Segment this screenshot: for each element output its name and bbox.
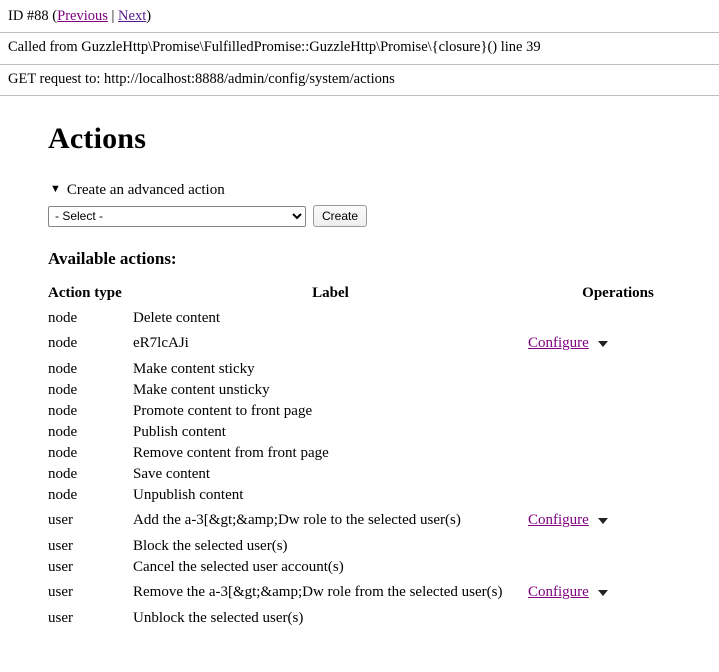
cell-action-label: Delete content xyxy=(133,310,221,327)
page-title: Actions xyxy=(48,122,147,156)
chevron-down-icon[interactable] xyxy=(598,341,608,347)
table-row xyxy=(48,359,708,380)
debug-called-from: Called from GuzzleHttp\Promise\FulfilledPromise::GuzzleHttp\Promise\{closure}() line 39 xyxy=(0,33,719,64)
cell-action-label: Remove the a-3[&gt;&amp;Dw role from the selected user(s) xyxy=(133,584,503,601)
cell-operations xyxy=(528,308,708,329)
table-row xyxy=(48,485,708,506)
cell-action-label: eR7lcAJi xyxy=(133,335,189,352)
advanced-action-summary-label: Create an advanced action xyxy=(66,182,225,199)
operations-group xyxy=(528,512,708,529)
cell-action-type: user xyxy=(48,512,73,529)
cell-operations xyxy=(528,557,708,578)
operations-group xyxy=(528,335,708,352)
table-row xyxy=(48,443,708,464)
cell-action-label: Save content xyxy=(133,466,211,483)
available-actions-heading: Available actions: xyxy=(48,249,177,269)
debug-request-line: GET request to: http://localhost:8888/admin/config/system/actions xyxy=(0,65,719,96)
column-header-operations: Operations xyxy=(582,285,654,302)
column-header-action-type: Action type xyxy=(48,285,122,302)
cell-action-type: node xyxy=(48,487,78,504)
table-row xyxy=(48,557,708,578)
cell-operations xyxy=(528,329,708,359)
table-row xyxy=(48,329,708,359)
cell-action-label: Cancel the selected user account(s) xyxy=(133,559,344,576)
cell-operations xyxy=(528,422,708,443)
cell-operations xyxy=(528,536,708,557)
cell-action-label: Make content unsticky xyxy=(133,382,270,399)
cell-operations xyxy=(528,359,708,380)
cell-action-type: user xyxy=(48,559,73,576)
cell-operations xyxy=(528,578,708,608)
table-header-row xyxy=(48,285,708,308)
debug-id-prefix: ID #88 ( xyxy=(8,8,58,24)
table-row xyxy=(48,308,708,329)
chevron-down-icon[interactable] xyxy=(598,518,608,524)
previous-link[interactable]: Previous xyxy=(57,8,108,24)
create-button[interactable]: Create xyxy=(313,205,367,227)
cell-action-type: node xyxy=(48,335,78,352)
configure-link[interactable]: Configure xyxy=(528,584,589,601)
table-row xyxy=(48,464,708,485)
table-row xyxy=(48,608,708,629)
table-row xyxy=(48,401,708,422)
cell-action-label: Unpublish content xyxy=(133,487,244,504)
cell-action-label: Add the a-3[&gt;&amp;Dw role to the selected user(s) xyxy=(133,512,461,529)
table-row xyxy=(48,536,708,557)
table-body xyxy=(48,308,708,629)
operations-group xyxy=(528,584,708,601)
next-link[interactable]: Next xyxy=(118,8,147,24)
cell-action-type: user xyxy=(48,538,73,555)
cell-operations xyxy=(528,506,708,536)
cell-action-type: node xyxy=(48,466,78,483)
cell-action-label: Promote content to front page xyxy=(133,403,313,420)
cell-operations xyxy=(528,485,708,506)
table-row xyxy=(48,506,708,536)
cell-action-type: user xyxy=(48,610,73,627)
action-type-select[interactable] xyxy=(48,206,306,227)
table-row xyxy=(48,422,708,443)
create-advanced-action-section xyxy=(48,182,719,227)
cell-action-type: node xyxy=(48,361,78,378)
debug-id-line xyxy=(0,0,719,33)
table-row xyxy=(48,578,708,608)
table-row xyxy=(48,380,708,401)
configure-link[interactable]: Configure xyxy=(528,335,589,352)
cell-action-label: Remove content from front page xyxy=(133,445,329,462)
cell-action-label: Make content sticky xyxy=(133,361,255,378)
cell-action-type: node xyxy=(48,424,78,441)
cell-action-type: user xyxy=(48,584,73,601)
cell-action-label: Block the selected user(s) xyxy=(133,538,288,555)
cell-operations xyxy=(528,608,708,629)
advanced-action-form xyxy=(48,205,719,227)
chevron-down-icon[interactable] xyxy=(598,590,608,596)
cell-action-type: node xyxy=(48,445,78,462)
cell-action-label: Publish content xyxy=(133,424,226,441)
cell-action-type: node xyxy=(48,382,78,399)
debug-id-separator: | xyxy=(107,8,119,24)
cell-action-type: node xyxy=(48,310,78,327)
chevron-down-icon: ▼ xyxy=(50,183,61,196)
cell-operations xyxy=(528,443,708,464)
cell-operations xyxy=(528,464,708,485)
cell-operations xyxy=(528,401,708,422)
cell-action-type: node xyxy=(48,403,78,420)
cell-operations xyxy=(528,380,708,401)
advanced-action-summary[interactable] xyxy=(50,182,719,199)
cell-action-label: Unblock the selected user(s) xyxy=(133,610,304,627)
debug-id-suffix: ) xyxy=(146,8,152,24)
page-body xyxy=(0,122,719,629)
configure-link[interactable]: Configure xyxy=(528,512,589,529)
column-header-label: Label xyxy=(312,285,349,302)
actions-table xyxy=(48,285,708,629)
